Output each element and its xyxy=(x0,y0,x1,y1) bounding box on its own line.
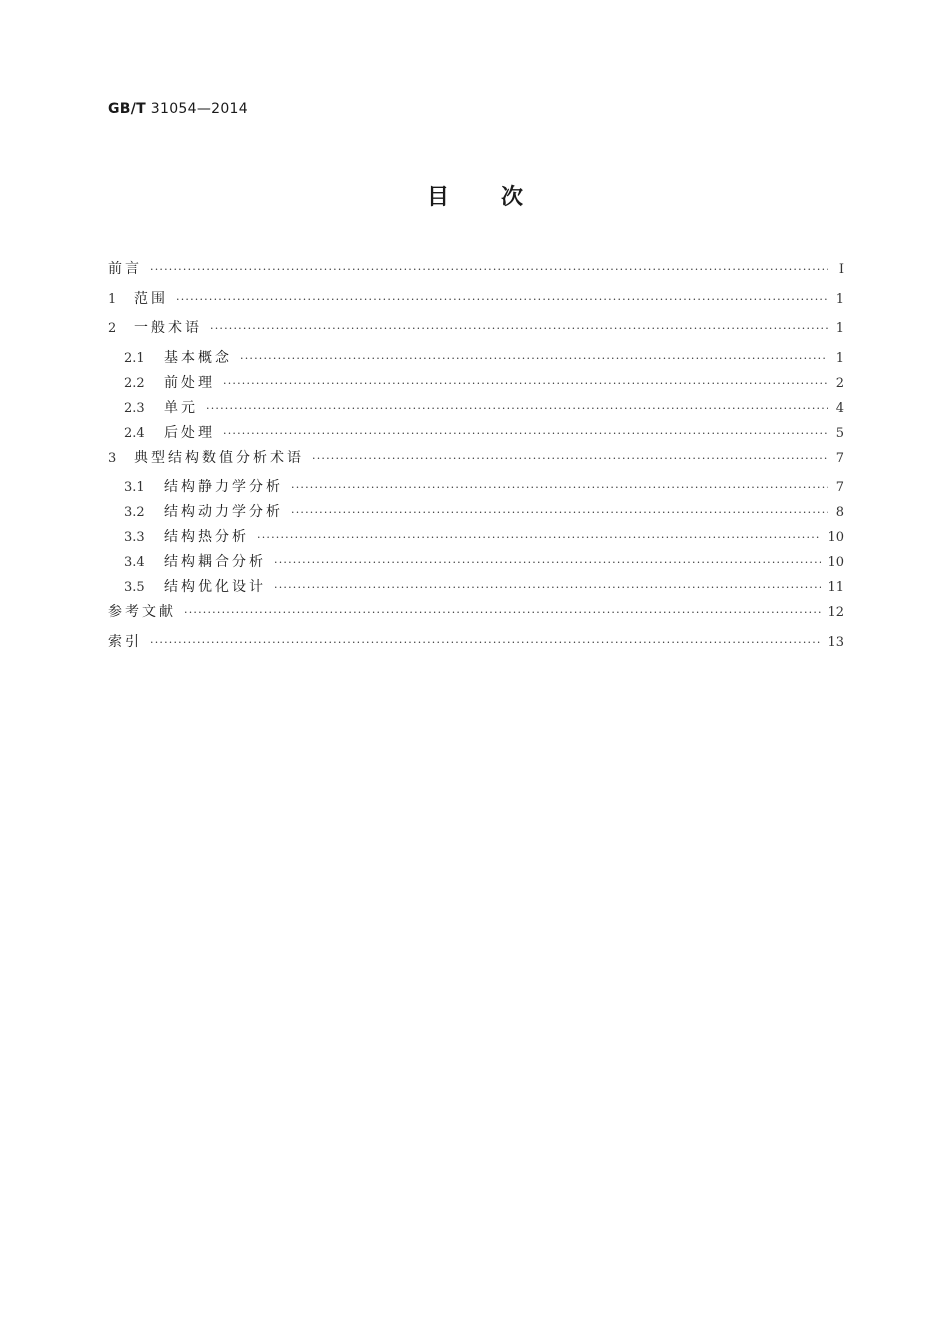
toc-entry-label: 参考文献 xyxy=(108,604,176,620)
toc-entry-number: 2.3 xyxy=(124,400,145,416)
toc-entry-page: 8 xyxy=(835,505,844,520)
toc-entry-number: 3.1 xyxy=(124,480,145,495)
toc-entry[interactable] xyxy=(108,347,844,372)
toc-entry-page: 10 xyxy=(827,555,844,570)
toc-entry-number: 3.3 xyxy=(124,530,145,545)
toc-dot-leader xyxy=(223,427,828,440)
toc-dot-leader xyxy=(206,402,828,415)
toc-entry[interactable] xyxy=(108,372,844,397)
toc-entry-label: 范围 xyxy=(134,290,168,307)
toc-entry-label: 典型结构数值分析术语 xyxy=(134,449,304,466)
toc-entry-number: 2.4 xyxy=(124,425,145,441)
table-of-contents xyxy=(108,258,844,660)
toc-entry-page: 1 xyxy=(835,321,844,336)
toc-dot-leader xyxy=(274,581,821,594)
toc-entry[interactable] xyxy=(108,501,844,526)
toc-entry-label: 结构耦合分析 xyxy=(164,554,266,570)
toc-entry-page: 7 xyxy=(835,450,844,466)
toc-entry-label: 结构动力学分析 xyxy=(164,504,283,520)
toc-dot-leader xyxy=(274,556,821,569)
toc-dot-leader xyxy=(291,481,828,494)
toc-dot-leader xyxy=(312,452,828,465)
toc-entry-page: 11 xyxy=(827,580,844,595)
toc-entry[interactable] xyxy=(108,631,844,661)
toc-entry[interactable] xyxy=(108,551,844,576)
standard-code-number: 31054—2014 xyxy=(150,101,248,117)
toc-entry-label: 索引 xyxy=(108,633,142,650)
toc-entry-label: 结构优化设计 xyxy=(164,579,266,595)
toc-dot-leader xyxy=(176,293,828,306)
toc-entry-label: 单元 xyxy=(164,399,198,416)
toc-entry[interactable] xyxy=(108,576,844,601)
toc-entry-label: 前言 xyxy=(108,261,142,277)
toc-entry-page: 7 xyxy=(835,480,844,495)
toc-title: 目次 xyxy=(426,185,575,210)
standard-code xyxy=(108,101,248,117)
toc-entry-page: Ⅰ xyxy=(838,262,844,277)
toc-entry-page: 5 xyxy=(835,425,844,441)
toc-entry-label: 一般术语 xyxy=(134,320,202,336)
toc-dot-leader xyxy=(291,506,828,519)
toc-entry[interactable] xyxy=(108,317,844,347)
toc-entry-label: 后处理 xyxy=(164,424,215,441)
toc-entry-number: 3.4 xyxy=(124,555,145,570)
toc-dot-leader xyxy=(210,322,828,335)
toc-entry-number: 3.5 xyxy=(124,580,145,595)
toc-entry-number: 3 xyxy=(108,450,117,466)
toc-dot-leader xyxy=(150,636,821,649)
toc-dot-leader xyxy=(257,531,821,544)
standard-code-prefix: GB/T xyxy=(108,101,147,117)
toc-entry-page: 12 xyxy=(827,605,844,620)
toc-entry[interactable] xyxy=(108,397,844,422)
toc-entry[interactable] xyxy=(108,476,844,501)
toc-entry-number: 2.1 xyxy=(124,350,145,366)
toc-entry[interactable] xyxy=(108,447,844,477)
toc-entry-page: 1 xyxy=(835,291,844,307)
toc-entry-page: 2 xyxy=(835,375,844,391)
toc-entry-page: 10 xyxy=(827,530,844,545)
toc-entry[interactable] xyxy=(108,258,844,288)
toc-dot-leader xyxy=(150,263,828,276)
toc-entry-label: 基本概念 xyxy=(164,349,232,366)
toc-dot-leader xyxy=(223,377,828,390)
toc-entry-number: 3.2 xyxy=(124,505,145,520)
toc-entry-number: 2.2 xyxy=(124,375,145,391)
toc-entry-label: 结构热分析 xyxy=(164,529,249,545)
toc-dot-leader xyxy=(240,352,828,365)
toc-entry-page: 4 xyxy=(835,400,844,416)
toc-entry[interactable] xyxy=(108,288,844,318)
toc-entry-number: 2 xyxy=(108,321,117,336)
toc-entry-page: 13 xyxy=(827,634,844,650)
toc-entry[interactable] xyxy=(108,601,844,631)
toc-entry-label: 结构静力学分析 xyxy=(164,479,283,495)
toc-dot-leader xyxy=(184,606,821,619)
toc-entry-number: 1 xyxy=(108,291,117,307)
toc-entry[interactable] xyxy=(108,526,844,551)
toc-entry-label: 前处理 xyxy=(164,374,215,391)
toc-entry-page: 1 xyxy=(835,350,844,366)
toc-entry[interactable] xyxy=(108,422,844,447)
